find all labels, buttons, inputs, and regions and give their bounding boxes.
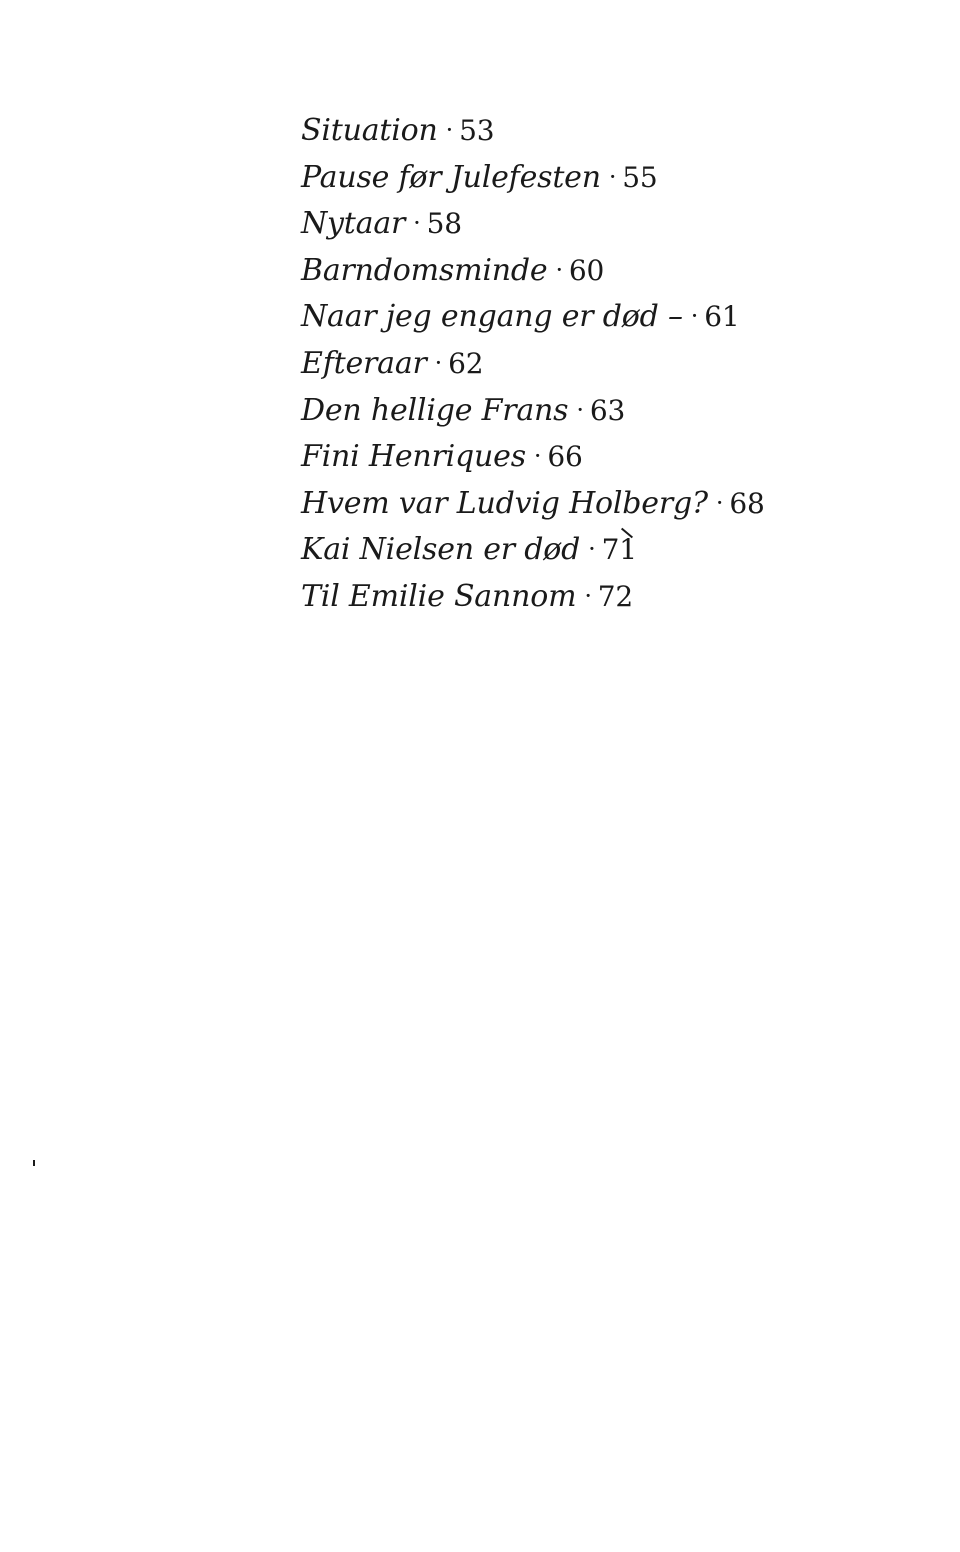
toc-page-number: 62 (448, 346, 484, 380)
toc-entry-title: Efteraar (301, 345, 427, 381)
toc-entry (301, 481, 765, 528)
toc-separator: · (584, 581, 592, 610)
toc-entry-title: Den hellige Frans (301, 392, 569, 428)
toc-page-number: 71 (601, 533, 637, 567)
toc-entry (301, 434, 765, 481)
toc-page-number: 58 (426, 207, 462, 241)
toc-page-number: 55 (622, 160, 658, 194)
toc-entry (301, 341, 765, 388)
toc-entry-title: Nytaar (301, 206, 406, 242)
toc-entry-title: Fini Henriques (301, 439, 526, 475)
toc-separator: · (555, 255, 563, 284)
toc-entry (301, 294, 765, 341)
toc-separator: · (608, 162, 617, 191)
toc-entry-title: Hvem var Ludvig Holberg? (301, 485, 708, 521)
toc-entry (301, 527, 765, 574)
toc-entry (301, 155, 765, 202)
toc-entry-title: Pause før Julefesten (301, 159, 601, 195)
toc-separator: · (413, 209, 421, 238)
toc-page-number: 61 (704, 300, 740, 334)
toc-separator: · (434, 348, 443, 377)
toc-separator: · (576, 395, 584, 424)
toc-page-number: 72 (597, 579, 634, 613)
toc-entry-title: Barndomsminde (301, 252, 548, 288)
toc-page-number: 68 (729, 486, 765, 520)
toc-separator: · (715, 488, 724, 517)
toc-entry (301, 201, 765, 248)
toc-entry-title: Situation (301, 113, 438, 148)
toc-entry (301, 388, 765, 435)
toc-separator: · (533, 442, 542, 471)
table-of-contents (301, 108, 765, 621)
toc-entry-title: Kai Nielsen er død (301, 532, 581, 568)
toc-page-number: 63 (589, 393, 626, 427)
toc-entry-title: Naar jeg engang er død – (301, 299, 683, 335)
toc-entry (301, 574, 765, 621)
toc-entry (301, 248, 765, 295)
scan-speck (33, 1160, 35, 1166)
toc-entry (301, 108, 765, 155)
toc-separator: · (445, 116, 454, 144)
toc-page-number: 53 (459, 114, 495, 147)
toc-entry-title: Til Emilie Sannom (301, 578, 577, 614)
toc-separator: · (588, 535, 596, 564)
toc-page-number: 66 (547, 440, 583, 474)
toc-separator: · (690, 302, 699, 331)
toc-page-number: 60 (568, 253, 605, 287)
